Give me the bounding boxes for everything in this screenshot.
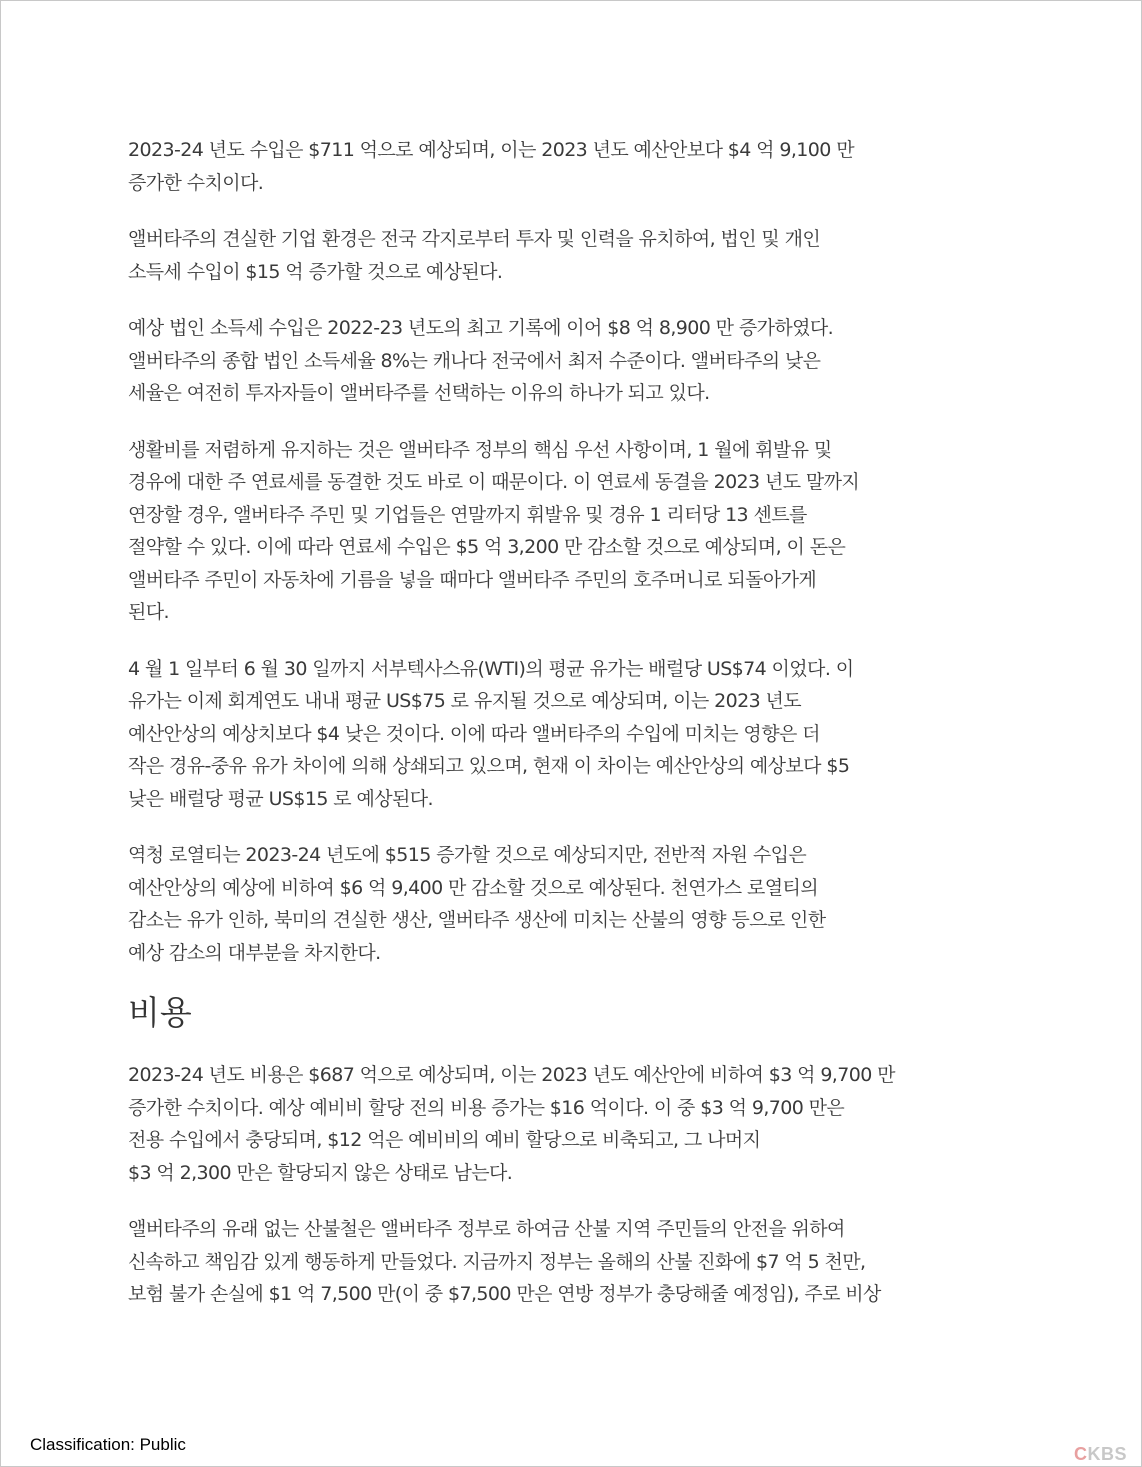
text-line: 앨버타주의 종합 법인 소득세율 8%는 캐나다 전국에서 최저 수준이다. 앨버타주의 낮은 (128, 349, 821, 372)
classification-label: Classification: Public (30, 1435, 186, 1454)
text-line: 소득세 수입이 $15 억 증가할 것으로 예상된다. (128, 260, 503, 283)
logo-letter-c: C (1074, 1444, 1088, 1464)
paragraph-revenue-1 (128, 134, 1018, 199)
paragraph-revenue-3 (128, 312, 1018, 410)
text-line: 생활비를 저렴하게 유지하는 것은 앨버타주 정부의 핵심 우선 사항이며, 1 월에 휘발유 및 (128, 438, 832, 461)
paragraph-revenue-6 (128, 839, 1018, 969)
text-line: 유가는 이제 회계연도 내내 평균 US$75 로 유지될 것으로 예상되며, 이는 2023 년도 (128, 690, 802, 712)
text-line: 작은 경유-중유 유가 차이에 의해 상쇄되고 있으며, 현재 이 차이는 예산안상의 예상보다 $5 (128, 755, 850, 777)
text-line: 보험 불가 손실에 $1 억 7,500 만(이 중 $7,500 만은 연방 정부가 충당해줄 예정임), 주로 비상 (128, 1283, 881, 1305)
text-line: 4 월 1 일부터 6 월 30 일까지 서부텍사스유(WTI)의 평균 유가는 배럴당 US$74 이었다. 이 (128, 657, 854, 680)
text-line: 절약할 수 있다. 이에 따라 연료세 수입은 $5 억 3,200 만 감소할 것으로 예상되며, 이 돈은 (128, 536, 846, 558)
ckbs-logo (1074, 1444, 1127, 1465)
text-line: 2023-24 년도 수입은 $711 억으로 예상되며, 이는 2023 년도 예산안보다 $4 억 9,100 만 (128, 139, 854, 161)
paragraph-revenue-5 (128, 653, 1018, 816)
text-line: 감소는 유가 인하, 북미의 견실한 생산, 앨버타주 생산에 미치는 산불의 영향 등으로 인한 (128, 909, 826, 931)
logo-letters: KBS (1087, 1444, 1128, 1464)
text-line: 역청 로열티는 2023-24 년도에 $515 증가할 것으로 예상되지만, 전반적 자원 수입은 (128, 844, 807, 866)
text-line: 앨버타주의 유래 없는 산불철은 앨버타주 정부로 하여금 산불 지역 주민들의 안전을 위하여 (128, 1218, 845, 1240)
text-line: 된다. (128, 601, 169, 623)
text-line: 예상 감소의 대부분을 차지한다. (128, 941, 381, 964)
text-line: 예산안상의 예상치보다 $4 낮은 것이다. 이에 따라 앨버타주의 수입에 미치는 영향은 더 (128, 722, 820, 745)
text-line: 세율은 여전히 투자자들이 앨버타주를 선택하는 이유의 하나가 되고 있다. (128, 382, 710, 404)
paragraph-revenue-2 (128, 223, 1018, 288)
text-line: 전용 수입에서 충당되며, $12 억은 예비비의 예비 할당으로 비축되고, 그 나머지 (128, 1129, 761, 1151)
text-line: 낮은 배럴당 평균 US$15 로 예상된다. (128, 787, 433, 810)
section-heading-expense: 비용 (128, 993, 192, 1032)
text-line: 예상 법인 소득세 수입은 2022-23 년도의 최고 기록에 이어 $8 억 8,900 만 증가하였다. (128, 317, 834, 339)
text-line: 2023-24 년도 비용은 $687 억으로 예상되며, 이는 2023 년도 예산안에 비하여 $3 억 9,700 만 (128, 1064, 895, 1086)
paragraph-revenue-4 (128, 434, 1018, 629)
text-line: 연장할 경우, 앨버타주 주민 및 기업들은 연말까지 휘발유 및 경유 1 리터당 13 센트를 (128, 503, 807, 526)
text-line: 앨버타주의 견실한 기업 환경은 전국 각지로부터 투자 및 인력을 유치하여, 법인 및 개인 (128, 228, 821, 250)
text-line: $3 억 2,300 만은 할당되지 않은 상태로 남는다. (128, 1161, 513, 1184)
text-line: 앨버타주 주민이 자동차에 기름을 넣을 때마다 앨버타주 주민의 호주머니로 되돌아가게 (128, 568, 817, 591)
text-line: 증가한 수치이다. 예상 예비비 할당 전의 비용 증가는 $16 억이다. 이 중 $3 억 9,700 만은 (128, 1096, 845, 1119)
text-line: 증가한 수치이다. (128, 171, 264, 194)
paragraph-expense-2 (128, 1213, 1018, 1311)
document-body (128, 134, 1018, 1335)
text-line: 예산안상의 예상에 비하여 $6 억 9,400 만 감소할 것으로 예상된다. 천연가스 로열티의 (128, 876, 819, 899)
paragraph-expense-1 (128, 1059, 1018, 1189)
text-line: 신속하고 책임감 있게 행동하게 만들었다. 지금까지 정부는 올해의 산불 진화에 $7 억 5 천만, (128, 1250, 866, 1273)
text-line: 경유에 대한 주 연료세를 동결한 것도 바로 이 때문이다. 이 연료세 동결을 2023 년도 말까지 (128, 471, 860, 493)
